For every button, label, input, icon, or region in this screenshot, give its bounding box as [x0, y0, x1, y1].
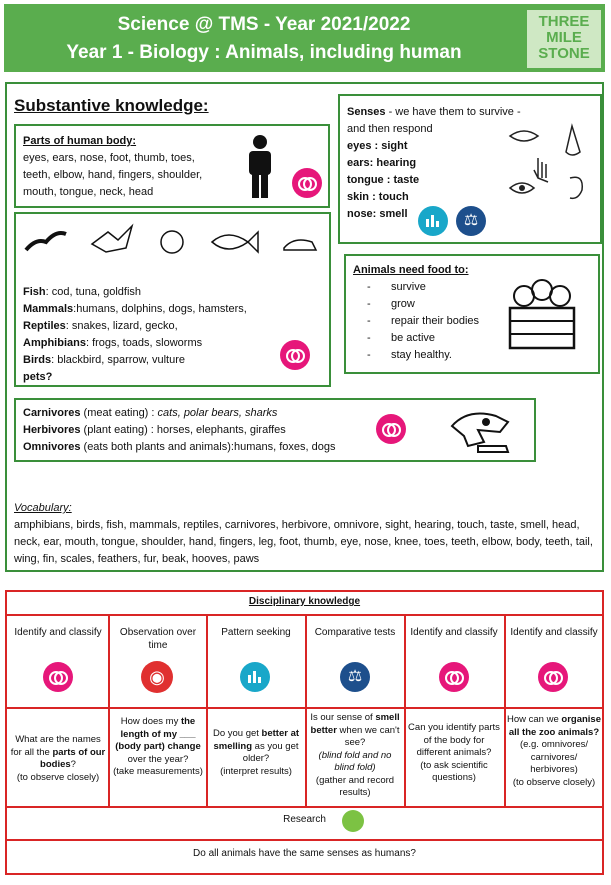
- food-item: be active: [391, 332, 436, 344]
- identify-classify-icon: [439, 662, 469, 692]
- lizard-icon: [26, 233, 66, 250]
- mouth-icon: [510, 131, 538, 141]
- sense-key: eyes :: [347, 140, 379, 152]
- vocabulary-title: Vocabulary:: [14, 502, 72, 514]
- identify-classify-icon: [292, 168, 322, 198]
- question-text: over the year?: [127, 753, 189, 765]
- body-parts-line: mouth, tongue, neck, head: [23, 186, 154, 198]
- research-row: [7, 814, 602, 825]
- question-text: What are the names for all the: [10, 734, 101, 758]
- skill-label: Identify and classify: [510, 627, 598, 638]
- question-text: (e.g. omnivores/ carnivores/ herbivores): [519, 739, 589, 775]
- disciplinary-title: Disciplinary knowledge: [248, 596, 361, 607]
- diet-type: Carnivores: [23, 407, 81, 419]
- animal-group-name: Mammals: [23, 303, 74, 315]
- animal-group-name: Birds: [23, 354, 52, 366]
- question-emphasis: the length of my ___ (body part) change: [115, 716, 201, 752]
- diet-desc: (eats both plants and animals):: [80, 441, 234, 453]
- senses-intro: - we have them to survive -: [385, 106, 521, 118]
- disciplinary-section: [5, 590, 604, 875]
- animal-groups-box: [14, 212, 331, 387]
- sense-value: sight: [378, 140, 408, 152]
- diet-examples: humans, foxes, dogs: [233, 441, 336, 453]
- identify-classify-icon: [538, 662, 568, 692]
- skill-label: Identify and classify: [410, 627, 498, 638]
- animal-group-list: : cod, tuna, goldfish: [45, 286, 142, 298]
- sense-key: tongue :: [347, 174, 391, 186]
- enquiry-question: Do all animals have the same senses as humans?: [193, 848, 416, 859]
- animal-group-name: Amphibians: [23, 337, 86, 349]
- food-item: survive: [391, 281, 426, 293]
- question-text: ?: [70, 759, 76, 770]
- animal-group-list: : frogs, toads, sloworms: [85, 337, 203, 349]
- sense-value: touch: [375, 191, 409, 203]
- question-emphasis: better at smelling: [213, 728, 300, 752]
- substantive-title: Substantive knowledge:: [14, 96, 209, 115]
- skill-label: Observation over time: [119, 627, 197, 651]
- question-cell-4: [308, 712, 402, 800]
- question-text: as you get older?: [242, 740, 299, 764]
- animal-group-list: : blackbird, sparrow, vulture: [51, 354, 186, 366]
- sense-value: hearing: [373, 157, 417, 169]
- food-item: grow: [391, 298, 415, 310]
- animal-group-name: pets?: [23, 371, 53, 383]
- senses-intro-2: and then respond: [347, 123, 433, 135]
- skill-label: Comparative tests: [314, 627, 396, 638]
- question-skill: (gather and record results): [315, 774, 395, 798]
- identify-classify-icon: [376, 414, 406, 444]
- question-skill: (take measurements): [113, 766, 203, 777]
- food-item: stay healthy.: [391, 349, 452, 361]
- school-logo: [527, 10, 601, 68]
- question-skill: (to observe closely): [16, 771, 100, 783]
- question-text: How can we: [507, 714, 562, 725]
- identify-classify-icon: [43, 662, 73, 692]
- question-emphasis: organise all the zoo animals?: [508, 714, 601, 738]
- header-banner: [4, 4, 605, 72]
- question-text: Can you identify parts of the body for different animals?: [408, 722, 500, 758]
- hand-icon: [534, 158, 548, 182]
- vegetable-crate-icon: [502, 274, 582, 354]
- nose-icon: [566, 126, 580, 155]
- sense-key: nose:: [347, 208, 377, 220]
- diet-box: [14, 398, 536, 462]
- food-box: Animals need food to: - survive - grow - repair their bodies - be active - stay healthy.: [344, 254, 600, 374]
- question-cell-5: [407, 722, 501, 785]
- question-cell-3: [209, 728, 303, 778]
- hamster-icon: [284, 240, 316, 250]
- animal-group-list: : snakes, lizard, gecko,: [65, 320, 178, 332]
- observation-eye-icon: ◉: [141, 661, 173, 693]
- turtle-icon: [161, 231, 183, 253]
- header-title-2: Year 1 - Biology : Animals, including human: [66, 42, 462, 63]
- header-title-1: Science @ TMS - Year 2021/2022: [117, 14, 411, 35]
- question-skill: (interpret results): [220, 765, 292, 777]
- comparative-test-icon: ⚖: [456, 206, 486, 236]
- body-parts-line: eyes, ears, nose, foot, thumb, toes,: [23, 152, 195, 164]
- sense-key: ears:: [347, 157, 374, 169]
- question-text: Do you get: [212, 728, 262, 739]
- research-label: Research: [283, 814, 326, 825]
- question-note: (blind fold and no blind fold): [318, 749, 392, 773]
- question-cell-2: [111, 716, 205, 779]
- question-cell-6: [507, 714, 601, 789]
- diet-examples: horses, elephants, giraffes: [156, 424, 286, 436]
- question-text: when we can't see?: [336, 724, 400, 748]
- logo-line: THREE: [538, 13, 590, 30]
- diet-type: Omnivores: [23, 441, 81, 453]
- diet-examples: cats, polar bears, sharks: [157, 407, 278, 419]
- research-leaf-icon: [342, 810, 364, 832]
- question-emphasis: smell better: [310, 712, 400, 736]
- diet-type: Herbivores: [23, 424, 81, 436]
- fish-icon: [212, 232, 258, 252]
- animal-group-name: Fish: [23, 286, 46, 298]
- pattern-seeking-icon: [418, 206, 448, 236]
- diet-desc: (plant eating) :: [80, 424, 157, 436]
- senses-icons: [508, 122, 598, 212]
- question-emphasis: parts of our bodies: [40, 746, 106, 770]
- skill-label: Pattern seeking: [221, 627, 291, 638]
- animal-group-name: Reptiles: [23, 320, 66, 332]
- animal-group-list: :humans, dolphins, dogs, hamsters,: [73, 303, 247, 315]
- bird-icon: [92, 226, 132, 252]
- vocabulary-text: amphibians, birds, fish, mammals, reptiles, carnivores, herbivore, omnivore, sight, hearing, touch, taste, smell, head, neck, ear, mouth, tongue, shoulder, hand, fingers, leg, foot, thumb, eye, nose, knee, toes, teeth, elbow, body, teeth, tail, wing, fin, scales, feathers, fur, beak, hooves, paws: [14, 519, 593, 565]
- sense-key: skin :: [347, 191, 376, 203]
- body-parts-line: teeth, elbow, hand, fingers, shoulder,: [23, 169, 203, 181]
- question-skill: (to ask scientific questions): [420, 759, 488, 783]
- vocabulary-block: [14, 500, 598, 568]
- question-text: How does my: [120, 716, 181, 727]
- sense-value: taste: [390, 174, 420, 186]
- body-parts-box: [14, 124, 330, 208]
- sense-value: smell: [376, 208, 408, 220]
- ear-icon: [570, 177, 582, 198]
- skill-label: Identify and classify: [14, 627, 102, 638]
- comparative-test-icon: ⚖: [340, 662, 370, 692]
- logo-line: MILE: [546, 29, 582, 46]
- question-text: Is our sense of: [310, 712, 376, 723]
- question-cell-1: [10, 734, 106, 784]
- dinosaur-skull-icon: [448, 406, 514, 456]
- food-item: repair their bodies: [391, 315, 480, 327]
- logo-line: STONE: [538, 45, 590, 62]
- senses-box: [338, 94, 602, 244]
- person-icon: [244, 134, 276, 200]
- food-title: Animals need food to:: [353, 264, 469, 276]
- senses-title: Senses: [347, 106, 386, 118]
- identify-classify-icon: [280, 340, 310, 370]
- diet-desc: (meat eating) :: [80, 407, 158, 419]
- pattern-seeking-icon: [240, 662, 270, 692]
- question-skill: (to observe closely): [512, 776, 596, 788]
- animal-icons: [22, 220, 322, 264]
- body-parts-title: Parts of human body:: [23, 135, 137, 147]
